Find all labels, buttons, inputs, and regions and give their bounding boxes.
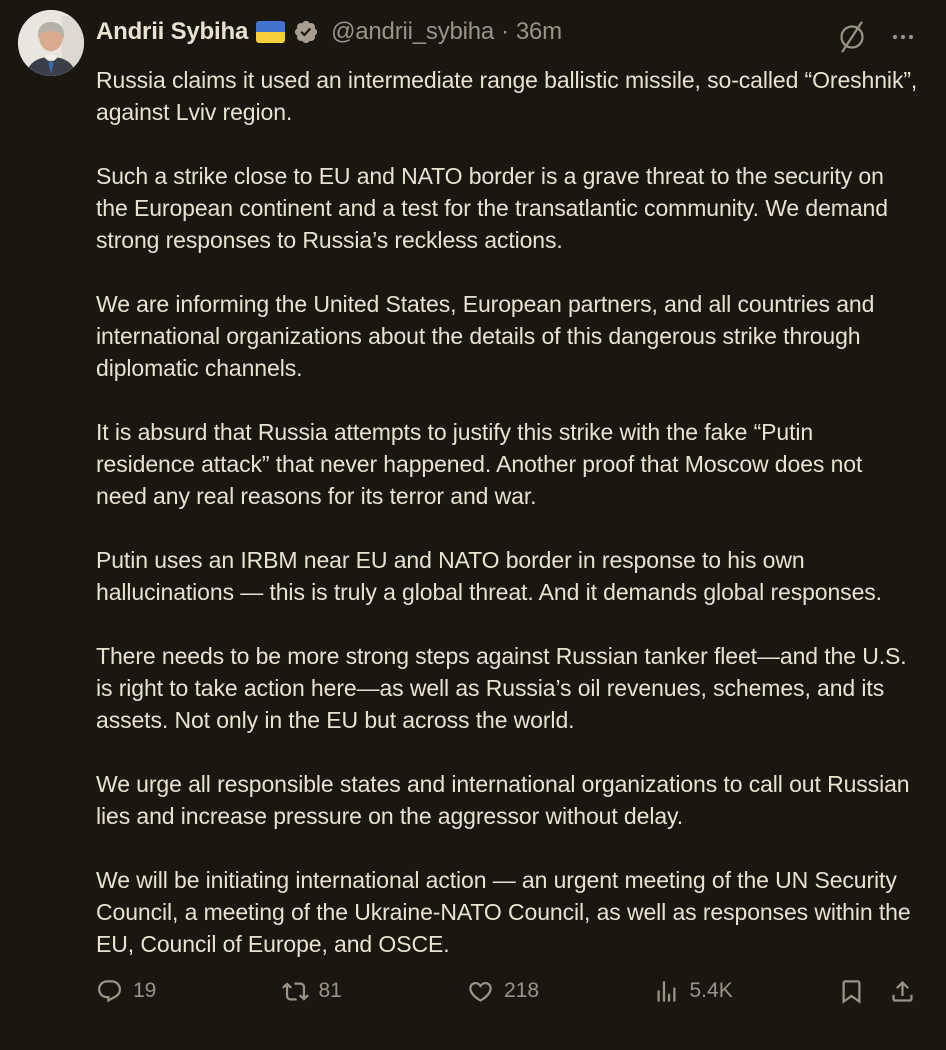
views-button[interactable] bbox=[653, 978, 839, 1005]
repost-button[interactable] bbox=[282, 978, 468, 1005]
tweet-paragraph: We will be initiating international action — an urgent meeting of the UN Security Council, a meeting of the Ukraine-NATO Council, as well as responses within the EU, Council of Europe, and OSCE. bbox=[96, 867, 911, 957]
tweet-header bbox=[96, 18, 918, 56]
tweet-paragraph: Putin uses an IRBM near EU and NATO border in response to his own hallucinations — this is truly a global threat. And it demands global responses. bbox=[96, 547, 882, 605]
grok-icon[interactable] bbox=[836, 20, 868, 54]
engagement-bar bbox=[96, 974, 918, 1008]
bookmark-icon[interactable] bbox=[838, 978, 865, 1005]
views-icon bbox=[653, 978, 680, 1005]
reply-count: 19 bbox=[133, 979, 157, 1002]
tweet-content bbox=[96, 10, 918, 1008]
reply-icon bbox=[96, 978, 123, 1005]
tweet-paragraph: There needs to be more strong steps against Russian tanker fleet—and the U.S. is right to take action here—as well as Russia’s oil revenues, schemes, and its assets. Not only in the EU but across the world. bbox=[96, 643, 907, 733]
reply-button[interactable] bbox=[96, 978, 282, 1005]
more-icon[interactable] bbox=[888, 22, 918, 52]
handle-group bbox=[331, 18, 562, 46]
verified-badge-icon bbox=[293, 19, 319, 45]
tweet-paragraph: It is absurd that Russia attempts to justify this strike with the fake “Putin residence attack” that never happened. Another proof that Moscow does not need any real reasons for its terror and war. bbox=[96, 419, 863, 509]
header-actions bbox=[836, 20, 918, 54]
tweet-paragraph: We are informing the United States, European partners, and all countries and international organizations about the details of this dangerous strike through diplomatic channels. bbox=[96, 291, 875, 381]
user-handle[interactable]: @andrii_sybiha bbox=[331, 18, 495, 45]
name-group bbox=[96, 18, 562, 46]
like-count: 218 bbox=[504, 979, 540, 1002]
timestamp[interactable]: 36m bbox=[515, 18, 562, 45]
tweet-text bbox=[96, 64, 918, 960]
like-button[interactable] bbox=[467, 978, 653, 1005]
repost-count: 81 bbox=[318, 979, 342, 1002]
display-name[interactable]: Andrii Sybiha bbox=[96, 18, 249, 45]
ukraine-flag-icon bbox=[256, 21, 285, 43]
separator-dot: · bbox=[501, 18, 509, 45]
avatar-column bbox=[18, 10, 96, 1008]
repost-icon bbox=[282, 978, 309, 1005]
heart-icon bbox=[467, 978, 494, 1005]
tweet-paragraph: We urge all responsible states and international organizations to call out Russian lies and increase pressure on the aggressor without delay. bbox=[96, 771, 910, 829]
views-count: 5.4K bbox=[689, 979, 733, 1002]
share-icon[interactable] bbox=[889, 978, 916, 1005]
avatar-portrait bbox=[18, 10, 84, 76]
tweet-paragraph: Such a strike close to EU and NATO border is a grave threat to the security on the European continent and a test for the transatlantic community. We demand strong responses to Russia’s reckless actions. bbox=[96, 163, 888, 253]
tweet-paragraph: Russia claims it used an intermediate range ballistic missile, so-called “Oreshnik”, against Lviv region. bbox=[96, 67, 918, 125]
bookmark-share-group bbox=[838, 978, 916, 1005]
avatar[interactable] bbox=[18, 10, 84, 76]
